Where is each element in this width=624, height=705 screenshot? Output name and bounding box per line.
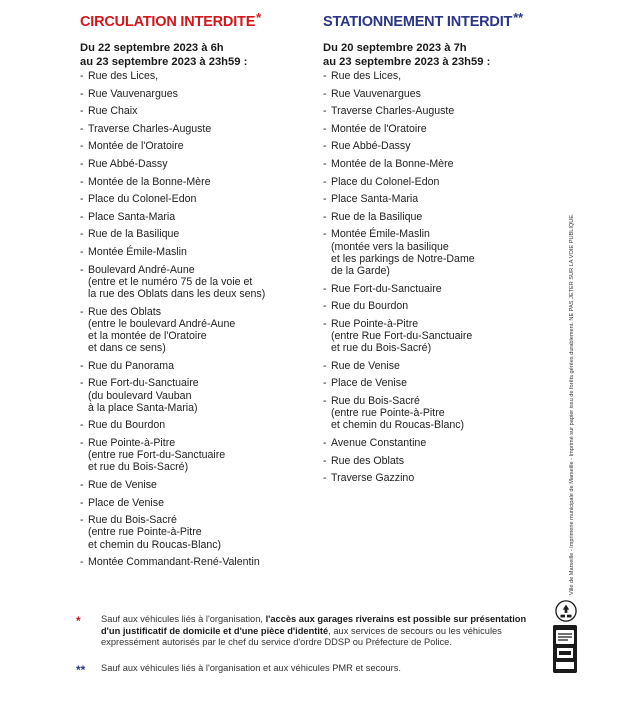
bullet-dash: - [80,419,84,432]
street-detail: (entre rue Fort-du-Sanctuaire [88,449,226,462]
street-item [80,211,310,223]
street-item [80,360,310,372]
street-detail: la rue des Oblats dans les deux sens) [88,287,266,300]
street-name: Rue Fort-du-Sanctuaire [88,377,199,390]
street-item [323,455,553,467]
street-name: Rue des Lices, [331,70,402,82]
street-detail: (entre et le numéro 75 de la voie et [88,275,253,288]
street-detail: (entre rue Pointe-à-Pitre [88,526,202,539]
street-name: Rue Vauvenargues [331,87,421,100]
bullet-dash: - [323,105,327,118]
street-item [80,176,310,188]
street-item [323,228,553,277]
bullet-dash: - [80,70,84,82]
bullet-dash: - [80,228,84,241]
bullet-dash: - [323,140,327,153]
bullet-dash: - [80,514,84,527]
bullet-dash: - [80,245,84,258]
street-item [323,211,553,223]
street-detail: et chemin du Roucas-Blanc) [88,538,222,551]
footnote-1-bold: l'accès aux garages riverains est possible sur présentation d'un justificatif de domicile et d'une pièce d'identité [101,614,527,636]
bullet-dash: - [80,105,84,118]
street-name: Rue de Venise [88,478,157,491]
street-detail: et rue du Bois-Sacré) [88,461,189,474]
street-name: Montée de l'Oratoire [88,140,184,153]
street-item [323,123,553,135]
street-item [80,497,310,509]
bullet-dash: - [323,193,327,206]
bullet-dash: - [80,87,84,100]
circulation-title: CIRCULATION INTERDITE [80,14,256,30]
street-item [80,556,310,568]
bullet-dash: - [80,193,84,206]
street-item [80,377,310,414]
street-item [80,246,310,258]
street-item [323,193,553,205]
street-detail: et les parkings de Notre-Dame [331,252,475,265]
street-name: Place Santa-Maria [88,210,176,223]
street-item [80,419,310,431]
bullet-dash: - [323,282,327,295]
street-item [323,158,553,170]
side-imprint [560,150,575,595]
bullet-dash: - [323,228,327,241]
street-detail: (montée vers la basilique [331,240,449,253]
bullet-dash: - [323,359,327,372]
street-name: Place du Colonel-Edon [88,193,197,206]
bullet-dash: - [323,122,327,135]
street-name: Rue Abbé-Dassy [331,140,411,153]
bullet-dash: - [323,157,327,170]
footnote-2-text: Sauf aux véhicules liés à l'organisation et aux véhicules PMR et secours. [101,663,401,673]
bullet-dash: - [80,436,84,449]
street-detail: (du boulevard Vauban [88,389,192,402]
street-name: Rue des Oblats [88,305,162,318]
recycle-icon [555,600,577,622]
street-item [323,70,553,82]
bullet-dash: - [80,175,84,188]
street-name: Traverse Gazzino [331,472,415,485]
bullet-dash: - [80,478,84,491]
street-item [323,88,553,100]
street-name: Rue Chaix [88,105,138,118]
bullet-dash: - [80,556,84,569]
street-name: Montée Émile-Maslin [88,245,187,258]
street-name: Avenue Constantine [331,436,427,449]
street-name: Rue des Lices, [88,70,159,82]
street-detail: et la montée de l'Oratoire [88,329,207,342]
circulation-street-list [80,70,310,574]
street-name: Rue de Venise [331,359,400,372]
street-item [80,140,310,152]
street-name: Montée Émile-Maslin [331,228,430,241]
circulation-period-end: au 23 septembre 2023 à 23h59 : [80,56,248,68]
street-name: Montée de la Bonne-Mère [88,175,211,188]
street-detail: de la Garde) [331,264,390,277]
street-item [323,472,553,484]
street-name: Montée de la Bonne-Mère [331,157,454,170]
street-name: Traverse Charles-Auguste [88,122,212,135]
street-detail: (entre le boulevard André-Aune [88,317,236,330]
stationnement-heading [323,10,523,30]
street-item [80,228,310,240]
bullet-dash: - [80,305,84,318]
circulation-heading [80,10,261,30]
stationnement-street-list [323,70,553,490]
bullet-dash: - [323,210,327,223]
bullet-dash: - [323,394,327,407]
street-item [323,105,553,117]
bullet-dash: - [323,454,327,467]
street-name: Rue Pointe-à-Pitre [88,436,176,449]
stationnement-period [323,41,490,69]
street-item [80,123,310,135]
bullet-dash: - [323,472,327,485]
street-name: Rue Fort-du-Sanctuaire [331,282,442,295]
street-name: Rue de la Basilique [331,210,423,223]
footnote-1-pre: Sauf aux véhicules liés à l'organisation, [101,614,266,624]
street-name: Rue du Bois-Sacré [88,514,177,527]
bullet-dash: - [80,140,84,153]
street-name: Rue Abbé-Dassy [88,157,168,170]
bullet-dash: - [80,359,84,372]
street-item [323,140,553,152]
street-name: Rue Pointe-à-Pitre [331,317,419,330]
street-item [80,514,310,551]
footnote-1-text [101,614,541,649]
street-name: Place de Venise [331,377,407,390]
stationnement-title-star: ** [513,10,523,25]
circulation-title-star: * [256,10,262,25]
imprim-vert-logo [553,625,577,673]
street-name: Rue des Oblats [331,454,405,467]
street-item [80,193,310,205]
bullet-dash: - [323,317,327,330]
street-name: Boulevard André-Aune [88,263,195,276]
bullet-dash: - [323,377,327,390]
street-detail: (entre Rue Fort-du-Sanctuaire [331,329,473,342]
street-detail: à la place Santa-Maria) [88,401,198,414]
street-item [323,318,553,355]
bullet-dash: - [323,300,327,313]
footnote-2-mark: ** [76,663,86,677]
street-item [323,395,553,432]
side-imprint-text: Ville de Marseille - Imprimerie municipale de Marseille - Imprimé sur papier issu de forêts gérées durablement. NE PAS JETER SUR LA VOIE PUBLIQUE. [569,213,575,595]
footnote-1-mark: * [76,614,81,628]
street-name: Rue du Bourdon [331,300,409,313]
stationnement-period-end: au 23 septembre 2023 à 23h59 : [323,56,491,68]
street-detail: et chemin du Roucas-Blanc) [331,419,465,432]
street-item [323,437,553,449]
bullet-dash: - [80,377,84,390]
street-detail: et dans ce sens) [88,342,166,355]
footnote-1-post: , aux services de secours ou les véhicules expressément autorisés par le chef du service d'ordre DDSP ou Préfecture de Police. [101,625,502,648]
circulation-period-start: Du 22 septembre 2023 à 6h [80,42,224,54]
bullet-dash: - [80,157,84,170]
street-name: Place de Venise [88,496,164,509]
stationnement-title: STATIONNEMENT INTERDIT [323,14,513,30]
street-detail: (entre rue Pointe-à-Pitre [331,407,445,420]
street-item [80,437,310,474]
bullet-dash: - [323,175,327,188]
street-name: Rue de la Basilique [88,228,180,241]
street-detail: et rue du Bois-Sacré) [331,342,432,355]
street-name: Rue du Bourdon [88,419,166,432]
street-item [80,158,310,170]
street-item [323,176,553,188]
street-item [80,264,310,301]
street-name: Montée Commandant-René-Valentin [88,556,260,569]
stationnement-period-start: Du 20 septembre 2023 à 7h [323,42,467,54]
bullet-dash: - [80,122,84,135]
street-item [80,306,310,355]
street-item [80,70,310,82]
street-item [80,479,310,491]
bullet-dash: - [80,210,84,223]
circulation-period [80,41,247,69]
street-name: Traverse Charles-Auguste [331,105,455,118]
bullet-dash: - [323,87,327,100]
street-name: Rue du Bois-Sacré [331,394,420,407]
street-name: Place du Colonel-Edon [331,175,440,188]
street-name: Rue du Panorama [88,359,174,372]
street-item [80,88,310,100]
street-item [80,105,310,117]
street-item [323,377,553,389]
street-name: Place Santa-Maria [331,193,419,206]
street-name: Rue Vauvenargues [88,87,178,100]
street-item [323,283,553,295]
bullet-dash: - [323,436,327,449]
street-item [323,300,553,312]
street-item [323,360,553,372]
bullet-dash: - [80,263,84,276]
bullet-dash: - [80,496,84,509]
street-name: Montée de l'Oratoire [331,122,427,135]
bullet-dash: - [323,70,327,82]
